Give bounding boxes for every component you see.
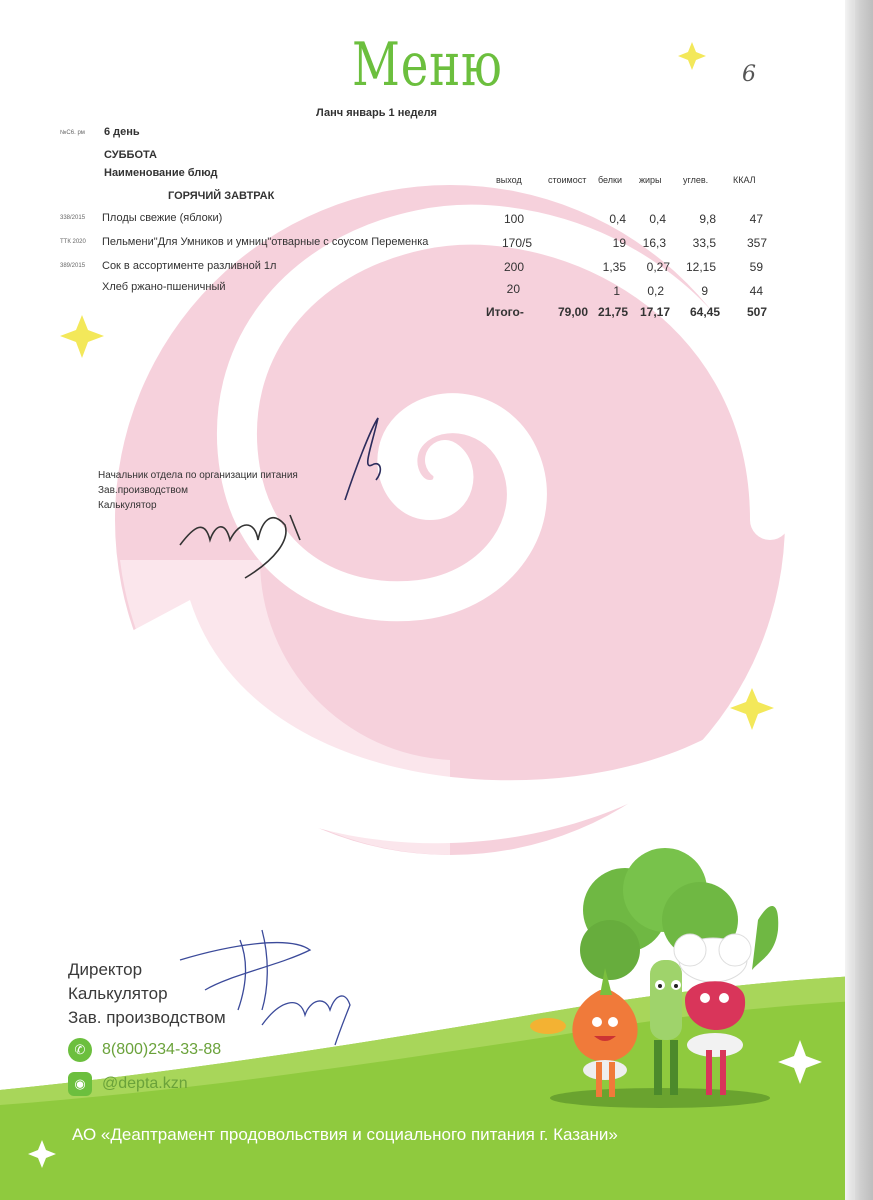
signature-label-head: Начальник отдела по организации питания — [98, 470, 298, 481]
totals-kcal: 507 — [746, 305, 767, 319]
row-dish-name: Плоды свежие (яблоки) — [102, 212, 223, 224]
column-cost: стоимост — [548, 175, 587, 185]
row-kcal: 44 — [749, 284, 763, 298]
page-edge — [845, 0, 873, 1200]
row-fat: 0,2 — [647, 284, 664, 298]
footer-calculator-label: Калькулятор — [68, 984, 168, 1003]
totals-cost: 79,00 — [557, 305, 588, 319]
totals-label: Итого- — [486, 305, 524, 319]
column-yield: выход — [496, 175, 522, 185]
instagram-handle: @depta.kzn — [102, 1075, 188, 1092]
row-carbs: 9 — [701, 284, 708, 298]
row-fat: 16,3 — [642, 236, 666, 250]
menu-title: Меню — [352, 30, 503, 100]
row-dish-name: Пельмени"Для Умников и умниц"отварные с соусом Переменка — [102, 236, 429, 248]
phone-icon: ✆ — [68, 1038, 92, 1062]
totals-fat: 17,17 — [639, 305, 670, 319]
row-carbs: 33,5 — [692, 236, 716, 250]
row-dish-name: Сок в ассортименте разливной 1л — [102, 260, 277, 272]
column-fat: жиры — [639, 175, 662, 185]
row-code: ТТК 2020 — [60, 239, 86, 245]
row-protein: 1,35 — [602, 260, 626, 274]
column-kcal: ККАЛ — [733, 175, 756, 185]
row-protein: 0,4 — [609, 212, 626, 226]
row-yield: 100 — [503, 212, 524, 226]
phone-number: 8(800)234-33-88 — [102, 1041, 222, 1058]
weekday-label: СУББОТА — [104, 149, 157, 161]
row-kcal: 59 — [749, 260, 763, 274]
column-carbs: углев. — [683, 175, 709, 185]
section-label: ГОРЯЧИЙ ЗАВТРАК — [168, 190, 275, 202]
page-number: 6 — [742, 62, 756, 87]
row-code: 338/2015 — [60, 215, 86, 221]
row-yield: 20 — [506, 282, 520, 296]
row-kcal: 357 — [746, 236, 767, 250]
instagram-icon: ◉ — [68, 1072, 92, 1096]
row-code: 389/2015 — [60, 263, 86, 269]
footer-production-label: Зав. производством — [68, 1008, 226, 1027]
row-fat: 0,4 — [649, 212, 666, 226]
totals-protein: 21,75 — [597, 305, 628, 319]
organization-name: АО «Деаптрамент продовольствия и социального питания г. Казани» — [72, 1125, 618, 1144]
totals-carbs: 64,45 — [689, 305, 720, 319]
footer-director-label: Директор — [68, 960, 143, 979]
column-protein: белки — [598, 175, 622, 185]
row-protein: 19 — [612, 236, 626, 250]
row-dish-name: Хлеб ржано-пшеничный — [102, 281, 226, 293]
dish-column-label: Наименование блюд — [104, 167, 218, 179]
row-yield: 170/5 — [501, 236, 532, 250]
row-carbs: 12,15 — [685, 260, 716, 274]
row-kcal: 47 — [749, 212, 763, 226]
row-carbs: 9,8 — [699, 212, 716, 226]
day-label: 6 день — [104, 126, 140, 138]
contact-instagram — [68, 1072, 188, 1096]
menu-number-label: №С6. рм — [60, 130, 85, 136]
menu-subtitle: Ланч январь 1 неделя — [316, 107, 437, 119]
row-fat: 0,27 — [646, 260, 670, 274]
row-yield: 200 — [503, 260, 524, 274]
signature-label-production: Зав.производством — [98, 485, 188, 496]
page-edge-line — [853, 0, 855, 1200]
row-protein: 1 — [613, 284, 620, 298]
signature-label-calculator: Калькулятор — [98, 500, 157, 511]
contact-phone — [68, 1038, 221, 1062]
